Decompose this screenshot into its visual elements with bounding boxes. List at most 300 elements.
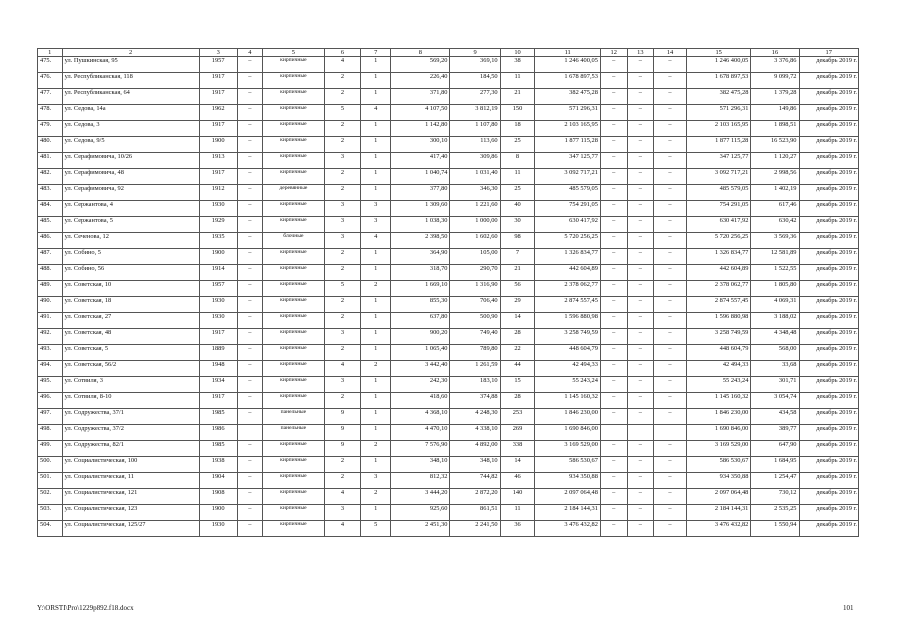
table-cell: 2 398,50	[391, 233, 450, 249]
table-cell: 502.	[38, 489, 63, 505]
table-cell: –	[627, 57, 654, 73]
table-cell: 1 379,28	[751, 89, 799, 105]
table-cell: кирпичные	[263, 377, 324, 393]
column-number-header: 8	[391, 49, 450, 57]
table-cell: 2 874 557,45	[686, 297, 750, 313]
table-cell: –	[627, 73, 654, 89]
table-cell: –	[627, 505, 654, 521]
table-cell: 2	[324, 73, 361, 89]
table-cell: 2	[361, 281, 391, 297]
table-cell: 25	[500, 185, 535, 201]
table-cell: 1 254,47	[751, 473, 799, 489]
table-cell: 2	[324, 121, 361, 137]
table-row	[38, 217, 859, 233]
table-cell: 3	[324, 217, 361, 233]
column-number-header: 17	[799, 49, 859, 57]
table-cell: 487.	[38, 249, 63, 265]
table-cell: 498.	[38, 425, 63, 441]
table-cell: кирпичные	[263, 169, 324, 185]
table-cell: 1 142,80	[391, 121, 450, 137]
table-cell: 290,70	[450, 265, 500, 281]
table-cell: 3	[324, 201, 361, 217]
table-cell: –	[237, 201, 263, 217]
table-cell: –	[654, 105, 687, 121]
table-cell: –	[600, 249, 627, 265]
table-cell: 488.	[38, 265, 63, 281]
table-cell: –	[654, 169, 687, 185]
table-row	[38, 297, 859, 313]
table-cell: кирпичные	[263, 73, 324, 89]
table-cell: 150	[500, 105, 535, 121]
table-cell: 4 470,10	[391, 425, 450, 441]
table-cell: 3 092 717,21	[535, 169, 601, 185]
table-cell: –	[654, 153, 687, 169]
table-cell: ул. Сотвиля, 3	[62, 377, 199, 393]
table-cell: –	[237, 121, 263, 137]
table-cell: 497.	[38, 409, 63, 425]
table-cell: –	[237, 281, 263, 297]
table-cell: 4 338,10	[450, 425, 500, 441]
table-cell: 493.	[38, 345, 63, 361]
table-cell: ул. Сержантова, 5	[62, 217, 199, 233]
table-cell: декабрь 2019 г.	[799, 473, 859, 489]
table-cell: 630,42	[751, 217, 799, 233]
table-cell: 1986	[199, 425, 237, 441]
table-cell: панельные	[263, 409, 324, 425]
table-cell: –	[627, 377, 654, 393]
table-cell: –	[627, 137, 654, 153]
table-cell: –	[627, 441, 654, 457]
table-cell: 2	[361, 489, 391, 505]
column-number-header: 5	[263, 49, 324, 57]
table-cell: кирпичные	[263, 361, 324, 377]
table-cell: –	[654, 457, 687, 473]
table-cell: 1 316,90	[450, 281, 500, 297]
table-cell: 489.	[38, 281, 63, 297]
table-cell: 2	[324, 473, 361, 489]
table-cell: 2	[324, 393, 361, 409]
table-cell: 253	[500, 409, 535, 425]
table-cell: 482.	[38, 169, 63, 185]
table-cell: кирпичные	[263, 153, 324, 169]
table-cell: 4	[324, 57, 361, 73]
table-cell: 28	[500, 329, 535, 345]
table-cell: 18	[500, 121, 535, 137]
table-cell: ул. Советская, 18	[62, 297, 199, 313]
table-cell: 483.	[38, 185, 63, 201]
column-number-header: 3	[199, 49, 237, 57]
table-cell: 1 402,19	[751, 185, 799, 201]
table-cell: 1	[361, 329, 391, 345]
table-cell: 496.	[38, 393, 63, 409]
table-cell: –	[600, 153, 627, 169]
table-cell: 14	[500, 313, 535, 329]
table-cell: кирпичные	[263, 441, 324, 457]
table-cell: 1917	[199, 169, 237, 185]
table-cell: –	[627, 457, 654, 473]
table-cell: 448 604,79	[686, 345, 750, 361]
table-row	[38, 377, 859, 393]
table-cell: –	[600, 137, 627, 153]
table-cell: 4 368,10	[391, 409, 450, 425]
table-cell: 21	[500, 265, 535, 281]
table-cell: 364,90	[391, 249, 450, 265]
table-cell: –	[600, 201, 627, 217]
table-cell: декабрь 2019 г.	[799, 297, 859, 313]
table-cell: –	[237, 57, 263, 73]
table-cell: 1	[361, 121, 391, 137]
table-cell: 647,90	[751, 441, 799, 457]
table-cell: ул. Серафимовича, 48	[62, 169, 199, 185]
table-cell: 1938	[199, 457, 237, 473]
table-cell: 569,20	[391, 57, 450, 73]
table-cell: 3	[361, 473, 391, 489]
table-cell: 1935	[199, 233, 237, 249]
table-cell: декабрь 2019 г.	[799, 377, 859, 393]
table-cell: 485 579,05	[535, 185, 601, 201]
table-cell: 2	[324, 249, 361, 265]
table-cell: –	[237, 217, 263, 233]
table-row	[38, 521, 859, 537]
table-cell: 2 103 165,95	[686, 121, 750, 137]
table-cell: 149,86	[751, 105, 799, 121]
table-cell: –	[654, 217, 687, 233]
table-cell: ул. Советская, 10	[62, 281, 199, 297]
table-cell: 500.	[38, 457, 63, 473]
table-cell: 7	[500, 249, 535, 265]
table-cell: –	[600, 121, 627, 137]
table-cell: 481.	[38, 153, 63, 169]
table-cell: 11	[500, 73, 535, 89]
table-cell: 11	[500, 169, 535, 185]
table-cell: –	[654, 441, 687, 457]
table-row	[38, 425, 859, 441]
table-cell: 382 475,28	[686, 89, 750, 105]
table-cell: 434,58	[751, 409, 799, 425]
table-cell: –	[627, 169, 654, 185]
table-cell: 925,60	[391, 505, 450, 521]
table-cell: кирпичные	[263, 249, 324, 265]
table-cell: 2 378 062,77	[686, 281, 750, 297]
table-cell: 2	[324, 137, 361, 153]
table-cell: 630 417,92	[535, 217, 601, 233]
table-cell: –	[237, 73, 263, 89]
table-cell	[237, 425, 263, 441]
table-row	[38, 89, 859, 105]
table-cell: 2 451,30	[391, 521, 450, 537]
table-cell: –	[654, 345, 687, 361]
table-cell: кирпичные	[263, 89, 324, 105]
column-number-header: 12	[600, 49, 627, 57]
table-cell: 861,51	[450, 505, 500, 521]
table-cell: 4	[361, 105, 391, 121]
table-cell: 2 097 064,48	[535, 489, 601, 505]
table-cell: 1	[361, 169, 391, 185]
column-number-header: 7	[361, 49, 391, 57]
table-cell: –	[237, 345, 263, 361]
table-cell: –	[237, 441, 263, 457]
table-cell: ул. Сотвиля, 8-10	[62, 393, 199, 409]
table-cell: 2	[324, 265, 361, 281]
table-cell: декабрь 2019 г.	[799, 185, 859, 201]
table-cell: 25	[500, 137, 535, 153]
table-row	[38, 409, 859, 425]
table-cell: 3 476 432,82	[686, 521, 750, 537]
table-cell: 1 000,00	[450, 217, 500, 233]
table-cell: 475.	[38, 57, 63, 73]
table-cell: кирпичные	[263, 265, 324, 281]
table-cell: –	[237, 249, 263, 265]
table-cell: 1	[361, 377, 391, 393]
table-cell: 33,68	[751, 361, 799, 377]
table-cell: 1 596 880,98	[535, 313, 601, 329]
table-cell: 1	[361, 505, 391, 521]
table-cell: декабрь 2019 г.	[799, 489, 859, 505]
table-cell: 5 720 256,25	[686, 233, 750, 249]
table-cell: декабрь 2019 г.	[799, 249, 859, 265]
table-cell: –	[627, 153, 654, 169]
table-cell: 11	[500, 505, 535, 521]
table-cell: 3 054,74	[751, 393, 799, 409]
table-row	[38, 73, 859, 89]
table-row	[38, 57, 859, 73]
table-cell: 494.	[38, 361, 63, 377]
table-cell: –	[600, 345, 627, 361]
table-cell: –	[600, 313, 627, 329]
table-cell: кирпичные	[263, 521, 324, 537]
table-cell: –	[654, 361, 687, 377]
table-cell: –	[654, 489, 687, 505]
column-number-header: 9	[450, 49, 500, 57]
table-cell: 377,80	[391, 185, 450, 201]
table-cell: ул. Серафимовича, 10/26	[62, 153, 199, 169]
table-cell: 1900	[199, 137, 237, 153]
table-cell: кирпичные	[263, 121, 324, 137]
table-cell: 3 476 432,82	[535, 521, 601, 537]
table-cell: 338	[500, 441, 535, 457]
table-cell: 1962	[199, 105, 237, 121]
table-cell: ул. Серафимовича, 92	[62, 185, 199, 201]
table-cell: 754 291,05	[535, 201, 601, 217]
table-cell: 1 690 846,00	[686, 425, 750, 441]
table-cell: 3 444,20	[391, 489, 450, 505]
table-cell: 5	[324, 105, 361, 121]
table-cell: 5	[361, 521, 391, 537]
table-cell: 2 241,50	[450, 521, 500, 537]
table-cell: 2 103 165,95	[535, 121, 601, 137]
table-cell: ул. Пушкинская, 95	[62, 57, 199, 73]
table-cell: 1 309,60	[391, 201, 450, 217]
table-cell: ул. Советская, 27	[62, 313, 199, 329]
table-cell: –	[627, 297, 654, 313]
table-cell: ул. Собино, 56	[62, 265, 199, 281]
table-cell: –	[654, 89, 687, 105]
table-row	[38, 153, 859, 169]
table-cell	[654, 425, 687, 441]
table-cell: 2	[361, 441, 391, 457]
table-cell: 2 184 144,31	[535, 505, 601, 521]
table-cell: –	[237, 313, 263, 329]
table-cell: ул. Содружества, 37/1	[62, 409, 199, 425]
table-cell: кирпичные	[263, 457, 324, 473]
table-cell: кирпичные	[263, 473, 324, 489]
table-cell: 1913	[199, 153, 237, 169]
table-cell: 478.	[38, 105, 63, 121]
table-cell: 1 040,74	[391, 169, 450, 185]
table-cell: –	[627, 185, 654, 201]
table-cell: 495.	[38, 377, 63, 393]
table-cell: кирпичные	[263, 297, 324, 313]
table-cell: 503.	[38, 505, 63, 521]
table-cell: 491.	[38, 313, 63, 329]
table-cell: 1957	[199, 57, 237, 73]
table-cell: 347 125,77	[686, 153, 750, 169]
table-cell: 2	[324, 297, 361, 313]
table-cell: 2	[324, 89, 361, 105]
table-cell: 485 579,05	[686, 185, 750, 201]
table-row	[38, 489, 859, 505]
table-cell: декабрь 2019 г.	[799, 201, 859, 217]
table-cell: –	[627, 409, 654, 425]
table-cell: 28	[500, 393, 535, 409]
table-cell: декабрь 2019 г.	[799, 121, 859, 137]
table-cell: –	[627, 281, 654, 297]
table-cell: ул. Сержантова, 4	[62, 201, 199, 217]
table-cell: 9	[324, 409, 361, 425]
table-cell: 1 669,10	[391, 281, 450, 297]
table-cell: –	[654, 409, 687, 425]
table-cell: 1930	[199, 297, 237, 313]
table-cell: декабрь 2019 г.	[799, 137, 859, 153]
table-cell: –	[600, 233, 627, 249]
table-cell: кирпичные	[263, 201, 324, 217]
table-cell: 1985	[199, 441, 237, 457]
table-cell: 374,88	[450, 393, 500, 409]
table-cell: –	[600, 89, 627, 105]
table-cell: 1 877 115,28	[686, 137, 750, 153]
table-cell: 1 690 846,00	[535, 425, 601, 441]
table-cell: 1912	[199, 185, 237, 201]
table-cell: 1 145 160,32	[686, 393, 750, 409]
table-cell: кирпичные	[263, 105, 324, 121]
table-cell: 4	[324, 521, 361, 537]
table-cell: –	[654, 281, 687, 297]
table-cell: 184,50	[450, 73, 500, 89]
table-cell: 2 535,25	[751, 505, 799, 521]
table-cell: –	[627, 313, 654, 329]
table-cell: –	[600, 281, 627, 297]
table-cell: 1930	[199, 521, 237, 537]
table-cell: 9 099,72	[751, 73, 799, 89]
table-row	[38, 169, 859, 185]
table-cell: 1900	[199, 505, 237, 521]
table-cell: 1 120,27	[751, 153, 799, 169]
table-cell: 1	[361, 137, 391, 153]
table-cell: 1 684,95	[751, 457, 799, 473]
table-cell: 3 442,40	[391, 361, 450, 377]
table-cell: 3 569,36	[751, 233, 799, 249]
table-cell: ул. Седова, 14а	[62, 105, 199, 121]
table-cell: 1 326 834,77	[535, 249, 601, 265]
table-cell: 1 846 230,00	[686, 409, 750, 425]
table-cell: 347 125,77	[535, 153, 601, 169]
table-cell: 3 812,19	[450, 105, 500, 121]
table-row	[38, 457, 859, 473]
table-row	[38, 105, 859, 121]
table-cell: 1908	[199, 489, 237, 505]
table-cell: 499.	[38, 441, 63, 457]
table-cell: 1948	[199, 361, 237, 377]
table-cell: ул. Социалистическая, 123	[62, 505, 199, 521]
table-cell: 46	[500, 473, 535, 489]
table-cell: 1	[361, 457, 391, 473]
table-cell: 42 494,33	[535, 361, 601, 377]
table-cell: 2 998,56	[751, 169, 799, 185]
table-cell: –	[654, 393, 687, 409]
table-cell: 301,71	[751, 377, 799, 393]
table-cell: 2 097 064,48	[686, 489, 750, 505]
table-cell: –	[627, 345, 654, 361]
table-cell: –	[627, 217, 654, 233]
table-cell: кирпичные	[263, 329, 324, 345]
table-cell: –	[600, 185, 627, 201]
table-cell: 1 246 400,05	[686, 57, 750, 73]
table-cell: 500,90	[450, 313, 500, 329]
column-number-header: 11	[535, 49, 601, 57]
table-cell: 1 877 115,28	[535, 137, 601, 153]
table-cell: 346,30	[450, 185, 500, 201]
table-cell: 4 892,00	[450, 441, 500, 457]
table-cell: 1929	[199, 217, 237, 233]
table-cell: декабрь 2019 г.	[799, 73, 859, 89]
table-cell: 12 581,89	[751, 249, 799, 265]
table-cell: –	[654, 73, 687, 89]
table-cell: –	[600, 169, 627, 185]
table-cell: 1 550,94	[751, 521, 799, 537]
table-cell: 1 326 834,77	[686, 249, 750, 265]
table-cell: 484.	[38, 201, 63, 217]
table-cell: –	[654, 297, 687, 313]
table-cell: декабрь 2019 г.	[799, 345, 859, 361]
column-number-header: 6	[324, 49, 361, 57]
table-cell: ул. Седова, 9/5	[62, 137, 199, 153]
table-cell: –	[237, 153, 263, 169]
table-cell: –	[600, 329, 627, 345]
table-cell: –	[627, 361, 654, 377]
table-cell: –	[237, 521, 263, 537]
table-cell: 2	[324, 457, 361, 473]
table-cell: 55 243,24	[686, 377, 750, 393]
table-cell: –	[627, 329, 654, 345]
table-cell: –	[654, 137, 687, 153]
column-number-header: 13	[627, 49, 654, 57]
table-cell: 183,10	[450, 377, 500, 393]
table-cell: декабрь 2019 г.	[799, 505, 859, 521]
table-cell: блочные	[263, 233, 324, 249]
table-cell: 1889	[199, 345, 237, 361]
table-cell: 1934	[199, 377, 237, 393]
table-cell: –	[654, 201, 687, 217]
table-cell: 369,10	[450, 57, 500, 73]
table-cell: –	[600, 57, 627, 73]
table-row	[38, 441, 859, 457]
table-cell: кирпичные	[263, 393, 324, 409]
table-cell: 812,32	[391, 473, 450, 489]
table-cell: –	[237, 265, 263, 281]
table-cell: 934 350,88	[686, 473, 750, 489]
table-cell: –	[654, 521, 687, 537]
table-cell: 730,12	[751, 489, 799, 505]
